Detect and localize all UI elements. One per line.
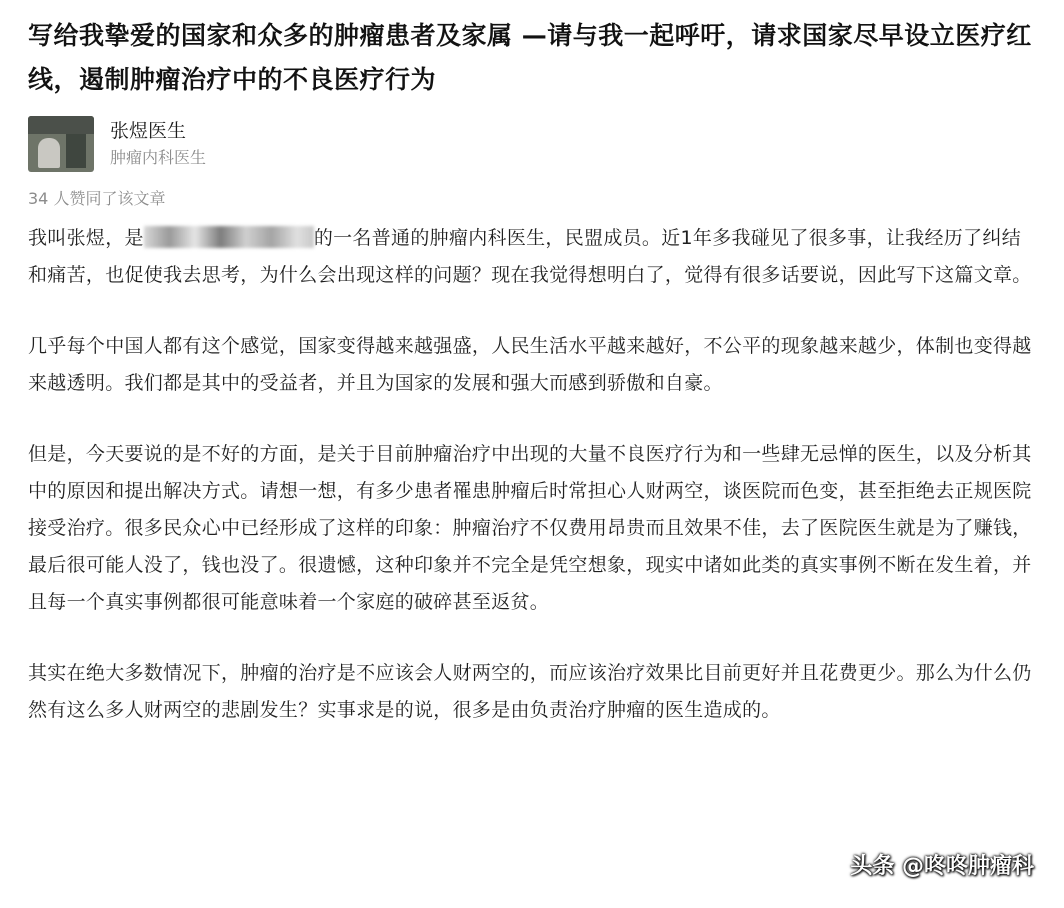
author-name[interactable]: 张煜医生 [110, 120, 187, 142]
redacted-text [144, 226, 314, 248]
author-title: 肿瘤内科医生 [110, 148, 207, 167]
paragraph-text: 我叫张煜，是 [28, 227, 144, 249]
paragraph-3: 但是，今天要说的是不好的方面，是关于目前肿瘤治疗中出现的大量不良医疗行为和一些肆无忌惮的医生，以及分析其中的原因和提出解决方式。请想一想，有多少患者罹患肿瘤后时常担心人财两空，谈医院而色变，甚至拒绝去正规医院接受治疗。很多民众心中已经形成了这样的印象：肿瘤治疗不仅费用昂贵而且效果不佳，去了医院医生就是为了赚钱，最后很可能人没了，钱也没了。很遗憾，这种印象并不完全是凭空想象，现实中诸如此类的真实事例不断在发生着，并且每一个真实事例都很可能意味着一个家庭的破碎甚至返贫。 [28, 443, 1032, 613]
author-card[interactable] [28, 116, 1038, 172]
likes-count: 34 人赞同了该文章 [28, 189, 166, 208]
paragraph-2: 几乎每个中国人都有这个感觉，国家变得越来越强盛，人民生活水平越来越好，不公平的现象越来越少，体制也变得越来越透明。我们都是其中的受益者，并且为国家的发展和强大而感到骄傲和自豪。 [28, 335, 1032, 394]
watermark: 头条 @咚咚肿瘤科 [850, 854, 1034, 879]
article-title: 写给我挚爱的国家和众多的肿瘤患者及家属 —请与我一起呼吁，请求国家尽早设立医疗红线，遏制肿瘤治疗中的不良医疗行为 [28, 21, 1032, 94]
paragraph-text: 的一名普通的肿瘤内科医生，民盟成员。近1年多我碰见了很多事，让我经历了纠结和痛苦，也促使我去思考，为什么会出现这样的问题？现在我觉得想明白了，觉得有很多话要说，因此写下这篇文章。 [28, 227, 1032, 286]
paragraph-1 [28, 220, 1038, 294]
article-page [28, 14, 1038, 763]
paragraph-4: 其实在绝大多数情况下，肿瘤的治疗是不应该会人财两空的，而应该治疗效果比目前更好并且花费更少。那么为什么仍然有这么多人财两空的悲剧发生？实事求是的说，很多是由负责治疗肿瘤的医生造成的。 [28, 662, 1032, 721]
avatar[interactable] [28, 116, 94, 172]
article-body [28, 220, 1038, 729]
